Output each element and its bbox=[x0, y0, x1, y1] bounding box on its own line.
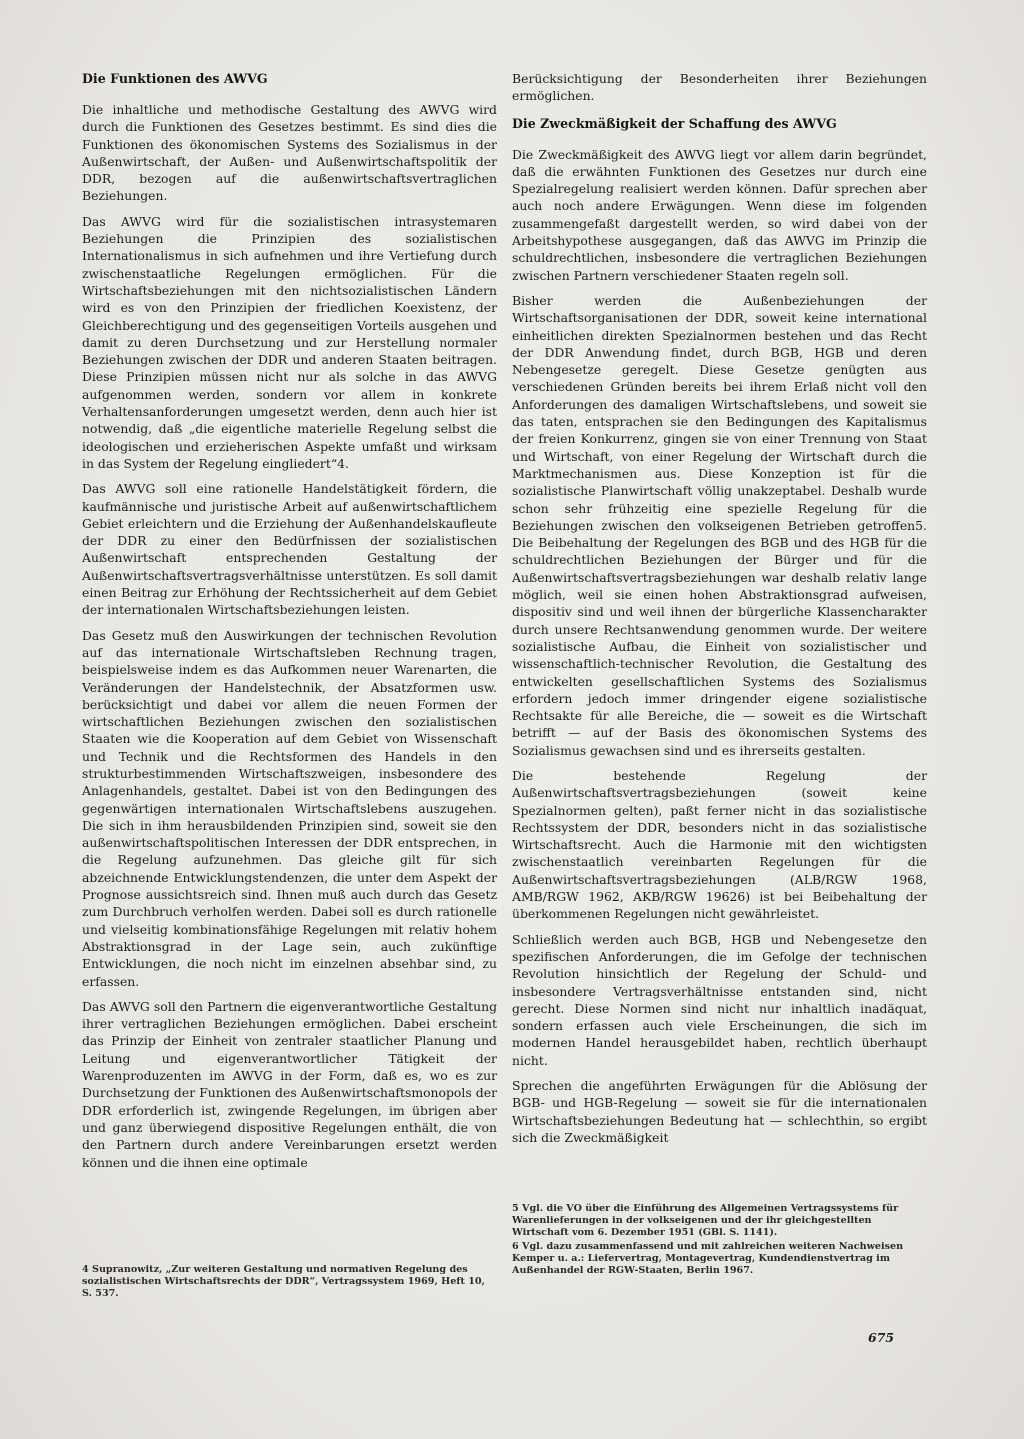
paragraph: Schließlich werden auch BGB, HGB und Nebengesetze den spezifischen Anforderungen, die im Gefolge der technischen Revolution hinsichtlich der Regelung der Schuld- und insbesondere Vertragsverhältnisse entstanden sind, nicht gerecht. Diese Normen sind nicht nur inhaltlich inadäquat, sondern erfassen auch viele Erscheinungen, die sich im modernen Handel herausgebildet haben, rechtlich überhaupt nicht. bbox=[512, 931, 927, 1068]
paragraph: Die bestehende Regelung der Außenwirtschaftsvertragsbeziehungen (soweit keine Spezialnormen gelten), paßt ferner nicht in das sozialistische Rechtssystem der DDR, besonders nicht in das sozialistische Wirtschaftsrecht. Auch die Harmonie mit den wichtigsten zwischenstaatlich vereinbarten Regelungen für die Außenwirtschaftsvertragsbeziehungen (ALB/RGW 1968, AMB/RGW 1962, AKB/RGW 19626) ist bei Beibehaltung der überkommenen Regelungen nicht gewährleistet. bbox=[512, 767, 927, 922]
right-footnotes bbox=[512, 1203, 927, 1278]
paragraph: Das AWVG wird für die sozialistischen intrasystemaren Beziehungen die Prinzipien des sozialistischen Internationalismus in sich aufnehmen und ihre Vertiefung durch zwischenstaatliche Regelungen ermöglichen. Für die Wirtschaftsbeziehungen mit den nichtsozialistischen Ländern wird es von den Prinzipien der friedlichen Koexistenz, der Gleichberechtigung und des gegenseitigen Vorteils ausgehen und damit zu deren Durchsetzung und zur Herstellung normaler Beziehungen zwischen der DDR und anderen Staaten beitragen. Diese Prinzipien müssen nicht nur als solche in das AWVG aufgenommen werden, sondern vor allem in konkrete Verhaltensanforderungen umgesetzt werden, denn auch hier ist notwendig, daß „die eigentliche materielle Regelung selbst die ideologischen und erzieherischen Aspekte umfaßt und wirksam in das System der Regelung eingliedert“4. bbox=[82, 213, 497, 471]
paragraph: Bisher werden die Außenbeziehungen der Wirtschaftsorganisationen der DDR, soweit keine international einheitlichen direkten Spezialnormen bestehen und das Recht der DDR Anwendung findet, durch BGB, HGB und deren Nebengesetze geregelt. Diese Gesetze genügten aus verschiedenen Gründen bereits bei ihrem Erlaß nicht voll den Anforderungen des damaligen Wirtschaftslebens, und soweit sie das taten, entsprachen sie den Bedingungen des Kapitalismus der freien Konkurrenz, gingen sie von einer Trennung von Staat und Wirtschaft, von einer Regelung der Wirtschaft durch die Marktmechanismen aus. Diese Konzeption ist für die sozialistische Planwirtschaft völlig unakzeptabel. Deshalb wurde schon sehr frühzeitig eine spezielle Regelung für die Beziehungen zwischen den volkseigenen Betrieben getroffen5. Die Beibehaltung der Regelungen des BGB und des HGB für die schuldrechtlichen Beziehungen der Bürger und für die Außenwirtschaftsvertragsbeziehungen war deshalb relativ lange möglich, weil sie einen hohen Abstraktionsgrad aufweisen, dispositiv sind und weil ihnen der bürgerliche Klassencharakter durch unsere Rechtsanwendung genommen wurde. Der weitere sozialistische Aufbau, die Einheit von sozialistischer und wissenschaftlich-technischer Revolution, die Gestaltung des entwickelten gesellschaftlichen Systems des Sozialismus erfordern jedoch immer dringender eigene sozialistische Rechtsakte für alle Bereiche, die — soweit es die Wirtschaft betrifft — auf der Basis des ökonomischen Systems des Sozialismus gewachsen sind und es ihrerseits gestalten. bbox=[512, 292, 927, 758]
footnote-4: 4 Supranowitz, „Zur weiteren Gestaltung und normativen Regelung des sozialistischen Wirtschaftsrechts der DDR“, Vertragssystem 1969, Heft 10, S. 537. bbox=[82, 1264, 485, 1300]
section-heading-funktionen: Die Funktionen des AWVG bbox=[82, 71, 268, 86]
paragraph: Das AWVG soll den Partnern die eigenverantwortliche Gestaltung ihrer vertraglichen Beziehungen ermöglichen. Dabei erscheint das Prinzip der Einheit von zentraler staatlicher Planung und Leitung und eigenverantwortlicher Tätigkeit der Warenproduzenten im AWVG in der Form, daß es, wo es zur Durchsetzung der Funktionen des Außenwirtschaftsmonopols der DDR erforderlich ist, zwingende Regelungen, im übrigen aber und ganz überwiegend dispositive Regelungen enthält, die von den Partnern durch andere Vereinbarungen ersetzt werden können und die ihnen eine optimale bbox=[82, 998, 497, 1170]
paragraph-continuation: Berücksichtigung der Besonderheiten ihrer Beziehungen ermöglichen. bbox=[512, 71, 927, 104]
paragraph: Sprechen die angeführten Erwägungen für die Ablösung der BGB- und HGB-Regelung — soweit sie für die internationalen Wirtschaftsbeziehungen Bedeutung hat — schlechthin, so ergibt sich die Zweckmäßigkeit bbox=[512, 1078, 927, 1145]
section-heading-zweckmaessigkeit: Die Zweckmäßigkeit der Schaffung des AWVG bbox=[512, 115, 837, 131]
footnote-5: 5 Vgl. die VO über die Einführung des Allgemeinen Vertragssystems für Warenlieferungen in der volkseigenen und der ihr gleichgestellten Wirtschaft vom 6. Dezember 1951 (GBl. S. 1141). bbox=[512, 1203, 899, 1239]
right-column bbox=[512, 70, 927, 1154]
paragraph: Die inhaltliche und methodische Gestaltung des AWVG wird durch die Funktionen des Gesetzes bestimmt. Es sind dies die Funktionen des ökonomischen Systems des Sozialismus in der Außenwirtschaft, der Außen- und Außenwirtschaftspolitik der DDR, bezogen auf die außenwirtschaftsvertraglichen Beziehungen. bbox=[82, 102, 497, 204]
page-number: 675 bbox=[868, 1330, 895, 1345]
left-column bbox=[82, 70, 497, 1179]
left-footnotes bbox=[82, 1264, 497, 1302]
footnote-6: 6 Vgl. dazu zusammenfassend und mit zahlreichen weiteren Nachweisen Kemper u. a.: Liefervertrag, Montagevertrag, Kundendienstvertrag im Außenhandel der RGW-Staaten, Berlin 1967. bbox=[512, 1240, 904, 1277]
paragraph: Das AWVG soll eine rationelle Handelstätigkeit fördern, die kaufmännische und juristische Arbeit auf außenwirtschaftlichem Gebiet erleichtern und die Erziehung der Außenhandelskaufleute der DDR zu einer den Bedürfnissen der sozialistischen Außenwirtschaft entsprechenden Gestaltung der Außenwirtschaftsvertragsverhältnisse unterstützen. Es soll damit einen Beitrag zur Erhöhung der Rechtssicherheit auf dem Gebiet der internationalen Wirtschaftsbeziehungen leisten. bbox=[82, 481, 497, 618]
paragraph: Das Gesetz muß den Auswirkungen der technischen Revolution auf das internationale Wirtschaftsleben Rechnung tragen, beispielsweise indem es das Aufkommen neuer Warenarten, die Veränderungen der Handelstechnik, der Absatzformen usw. berücksichtigt und dabei vor allem die neuen Formen der wirtschaftlichen Beziehungen zwischen den sozialistischen Staaten wie die Kooperation auf dem Gebiet von Wissenschaft und Technik und die Rechtsformen des Handels in den strukturbestimmenden Wirtschaftszweigen, insbesondere des Anlagenhandels, gestaltet. Dabei ist von den Bedingungen des gegenwärtigen internationalen Wirtschaftslebens auszugehen. Die sich in ihm herausbildenden Prinzipien sind, soweit sie den außenwirtschaftspolitischen Interessen der DDR entsprechen, in die Regelung aufzunehmen. Das gleiche gilt für sich abzeichnende Entwicklungstendenzen, die unter dem Aspekt der Prognose aussichtsreich sind. Ihnen muß auch durch das Gesetz zum Durchbruch verholfen werden. Dabei soll es durch rationelle und vielseitig kombinationsfähige Regelungen mit relativ hohem Abstraktionsgrad in der Lage sein, auch zukünftige Entwicklungen, die noch nicht im einzelnen absehbar sind, zu erfassen. bbox=[82, 627, 497, 989]
paragraph: Die Zweckmäßigkeit des AWVG liegt vor allem darin begründet, daß die erwähnten Funktionen des Gesetzes nur durch eine Spezialregelung realisiert werden können. Dafür sprechen aber auch noch andere Erwägungen. Wenn diese im folgenden zusammengefaßt dargestellt werden, so wird dabei von der Arbeitshypothese ausgegangen, daß das AWVG im Prinzip die schuldrechtlichen, insbesondere die vertraglichen Beziehungen zwischen Partnern verschiedener Staaten regeln soll. bbox=[512, 146, 927, 283]
